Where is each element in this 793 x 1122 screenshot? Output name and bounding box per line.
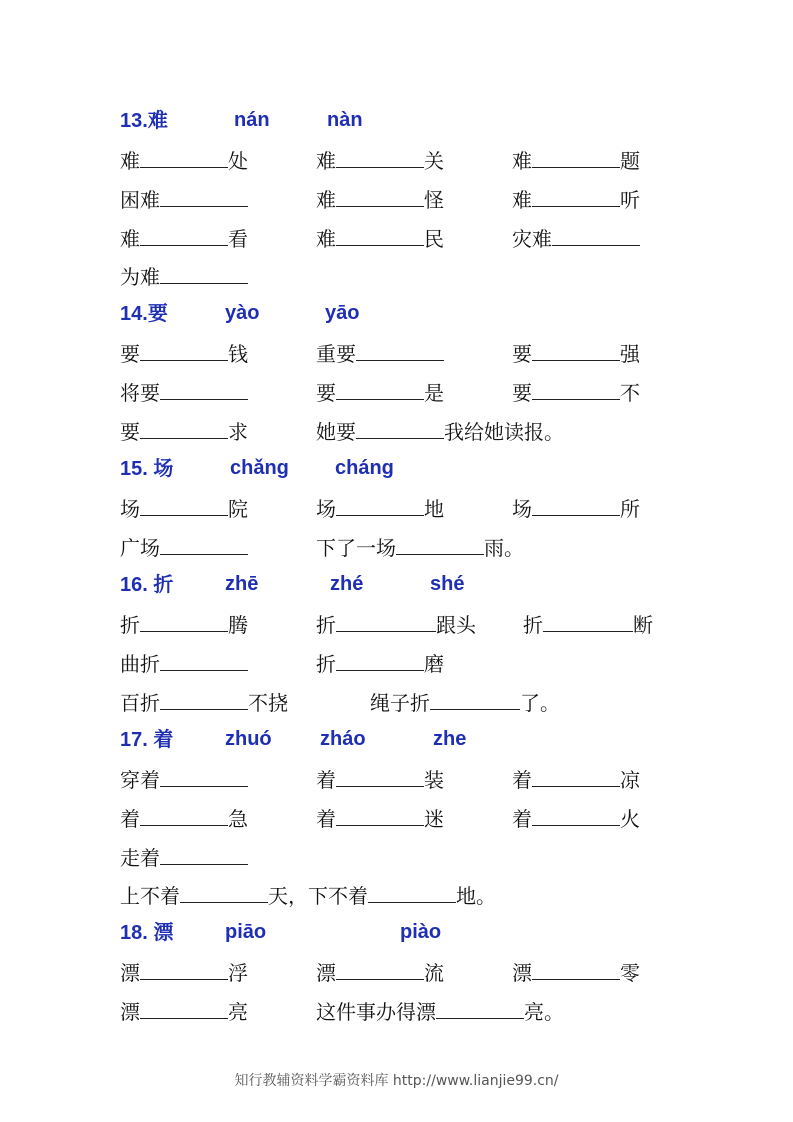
fill-item: 灾难 <box>512 223 640 253</box>
section-char: 要 <box>147 301 168 325</box>
answer-blank[interactable] <box>180 880 268 903</box>
answer-blank[interactable] <box>356 338 444 361</box>
reading-1: nán <box>234 109 270 131</box>
fill-item: 着 火 <box>512 803 640 833</box>
fill-item: 广场 <box>120 532 248 562</box>
fill-item: 难 题 <box>512 145 640 175</box>
fill-item: 要 钱 <box>120 338 248 368</box>
section-number: 18. <box>120 922 148 944</box>
answer-blank[interactable] <box>140 145 228 168</box>
fill-item: 上不着 天，下不着 地。 <box>120 880 496 910</box>
section-char: 折 <box>153 572 174 596</box>
answer-blank[interactable] <box>368 880 456 903</box>
answer-blank[interactable] <box>532 338 620 361</box>
reading-2: zháo <box>320 728 366 750</box>
answer-blank[interactable] <box>140 609 228 632</box>
section-number: 16. <box>120 574 148 596</box>
section-char: 难 <box>147 108 168 132</box>
answer-blank[interactable] <box>160 261 248 284</box>
answer-blank[interactable] <box>336 764 424 787</box>
answer-blank[interactable] <box>532 764 620 787</box>
reading-2: cháng <box>335 457 394 479</box>
fill-item: 为难 <box>120 261 248 291</box>
answer-blank[interactable] <box>140 957 228 980</box>
fill-item: 曲折 <box>120 648 248 678</box>
answer-blank[interactable] <box>160 842 248 865</box>
fill-item: 绳子折 了。 <box>370 687 560 717</box>
answer-blank[interactable] <box>140 493 228 516</box>
section-14-heading <box>120 301 168 326</box>
answer-blank[interactable] <box>336 803 424 826</box>
footer-watermark: 知行教辅资料学霸资料库 http://www.lianjie99.cn/ <box>234 1073 559 1089</box>
fill-item: 漂 零 <box>512 957 640 987</box>
fill-item: 场 院 <box>120 493 248 523</box>
section-number: 17. <box>120 729 148 751</box>
answer-blank[interactable] <box>532 803 620 826</box>
answer-blank[interactable] <box>336 957 424 980</box>
fill-item: 百折 不挠 <box>120 687 288 717</box>
answer-blank[interactable] <box>160 377 248 400</box>
section-number: 14. <box>120 303 148 325</box>
fill-item: 重要 <box>316 338 444 368</box>
section-number: 13. <box>120 110 148 132</box>
fill-item: 要 不 <box>512 377 640 407</box>
fill-item: 场 地 <box>316 493 444 523</box>
fill-item: 着 急 <box>120 803 248 833</box>
answer-blank[interactable] <box>336 648 424 671</box>
answer-blank[interactable] <box>336 145 424 168</box>
fill-item: 困难 <box>120 184 248 214</box>
answer-blank[interactable] <box>160 687 248 710</box>
reading-2: nàn <box>327 109 363 131</box>
reading-2: yāo <box>325 302 360 324</box>
answer-blank[interactable] <box>160 532 248 555</box>
answer-blank[interactable] <box>140 996 228 1019</box>
fill-item: 下了一场 雨。 <box>316 532 524 562</box>
answer-blank[interactable] <box>552 223 640 246</box>
section-17-heading <box>120 727 173 752</box>
answer-blank[interactable] <box>160 764 248 787</box>
section-char: 着 <box>153 727 174 751</box>
reading-2: piào <box>400 921 442 943</box>
fill-item: 穿着 <box>120 764 248 794</box>
answer-blank[interactable] <box>396 532 484 555</box>
fill-item: 走着 <box>120 842 248 872</box>
answer-blank[interactable] <box>532 377 620 400</box>
fill-item: 难 怪 <box>316 184 444 214</box>
section-16-heading <box>120 572 173 597</box>
fill-item: 漂 亮 <box>120 996 248 1026</box>
section-char: 漂 <box>153 920 174 944</box>
fill-item: 着 装 <box>316 764 444 794</box>
answer-blank[interactable] <box>160 184 248 207</box>
fill-item: 难 关 <box>316 145 444 175</box>
answer-blank[interactable] <box>532 957 620 980</box>
answer-blank[interactable] <box>430 687 520 710</box>
answer-blank[interactable] <box>336 493 424 516</box>
reading-1: piāo <box>225 921 267 943</box>
reading-2: zhé <box>330 573 364 595</box>
answer-blank[interactable] <box>160 648 248 671</box>
answer-blank[interactable] <box>436 996 524 1019</box>
fill-item: 要 强 <box>512 338 640 368</box>
reading-1: zhuó <box>225 728 272 750</box>
fill-item: 漂 浮 <box>120 957 248 987</box>
answer-blank[interactable] <box>336 609 436 632</box>
answer-blank[interactable] <box>336 223 424 246</box>
answer-blank[interactable] <box>140 338 228 361</box>
section-char: 场 <box>153 456 174 480</box>
answer-blank[interactable] <box>532 493 620 516</box>
answer-blank[interactable] <box>356 416 444 439</box>
fill-item: 难 听 <box>512 184 640 214</box>
section-15-heading <box>120 456 173 481</box>
answer-blank[interactable] <box>140 223 228 246</box>
section-13-heading <box>120 108 168 133</box>
fill-item: 难 看 <box>120 223 248 253</box>
reading-1: zhē <box>225 573 259 595</box>
reading-3: zhe <box>433 728 467 750</box>
reading-3: shé <box>430 573 465 595</box>
fill-item: 她要 我给她读报。 <box>316 416 564 446</box>
fill-item: 折 磨 <box>316 648 444 678</box>
fill-item: 这件事办得漂 亮。 <box>316 996 564 1026</box>
fill-item: 着 迷 <box>316 803 444 833</box>
answer-blank[interactable] <box>543 609 633 632</box>
answer-blank[interactable] <box>532 145 620 168</box>
answer-blank[interactable] <box>336 184 424 207</box>
fill-item: 折 断 <box>523 609 653 639</box>
reading-1: yào <box>225 302 260 324</box>
fill-item: 折 跟头 <box>316 609 476 639</box>
answer-blank[interactable] <box>140 803 228 826</box>
reading-1: chǎng <box>230 457 289 479</box>
answer-blank[interactable] <box>336 377 424 400</box>
answer-blank[interactable] <box>532 184 620 207</box>
fill-item: 折 腾 <box>120 609 248 639</box>
fill-item: 要 是 <box>316 377 444 407</box>
fill-item: 漂 流 <box>316 957 444 987</box>
fill-item: 难 处 <box>120 145 248 175</box>
fill-item: 将要 <box>120 377 248 407</box>
section-18-heading <box>120 920 173 945</box>
fill-item: 难 民 <box>316 223 444 253</box>
answer-blank[interactable] <box>140 416 228 439</box>
section-number: 15. <box>120 458 148 480</box>
fill-item: 要 求 <box>120 416 248 446</box>
fill-item: 着 凉 <box>512 764 640 794</box>
fill-item: 场 所 <box>512 493 640 523</box>
